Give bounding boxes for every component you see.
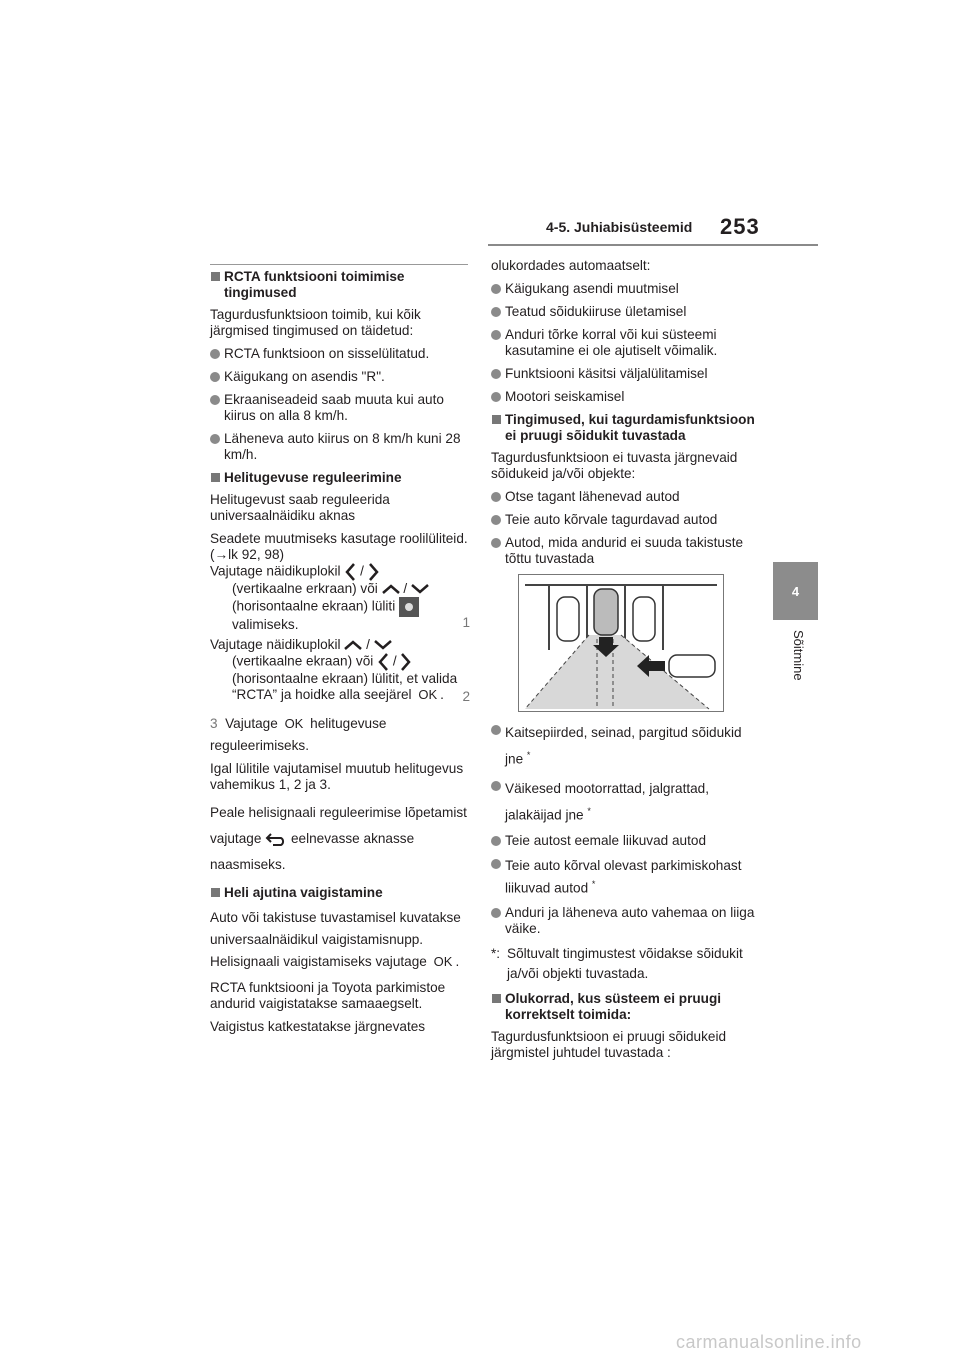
settings-gear-icon [399,597,419,617]
list-item: Teie auto kõrvale tagurdavad autod [491,512,759,528]
list-item: Mootori seiskamisel [491,389,759,405]
list-item-text: Kaitsepiirded, seinad, pargitud sõidukid jne [505,725,742,767]
chevron-down-icon [374,639,392,651]
paragraph: Tagurdusfunktsioon ei pruugi sõidukeid järgmistel juhtudel tuvastada : [491,1028,727,1060]
heading-mute: Heli ajutina vaigistamine [210,885,468,901]
page-number: 253 [720,214,760,239]
heading-rcta-conditions: RCTA funktsiooni toimimise tingimused [210,269,468,301]
paragraph: Tagurdusfunktsioon ei tuvasta järgnevaid sõidukeid ja/või objekte: [491,450,738,481]
step-text: Vajutage [225,716,278,731]
chevron-right-icon [400,653,412,671]
paragraph: Auto või takistuse tuvastamisel kuvatakse universaalnäidikul vaigistamisnupp. Helisignaali vaigistamiseks vajutage OK . [210,907,468,973]
footnote-marker: * [526,750,531,760]
list-item-text: Teie auto kõrval olevast parkimiskohast liikuvad autod [505,858,742,896]
list-item [491,722,759,771]
footnote-marker: * [587,805,591,816]
chevron-up-icon [382,583,400,595]
step-text: (vertikaalne ekraan) või [232,653,374,669]
heading-malfunction: Olukorrad, kus süsteem ei pruugi korrektselt toimida: [491,991,759,1023]
paragraph: RCTA funktsiooni ja Toyota parkimistoe andurid vaigistatakse samaaegselt. [210,980,446,1011]
list-item: Otse tagant lähenevad autod [491,489,759,505]
paragraph: Seadete muutmiseks kasutage roolilüliteid. (→lk 92, 98) [210,531,468,562]
paragraph-text: Auto või takistuse tuvastamisel kuvatakse universaalnäidikul vaigistamisnupp. Helisignaali vaigistamiseks vajutage [210,910,461,969]
list-item-text: Väikesed mootorrattad, jalgrattad, jalakäijad jne [505,780,710,823]
paragraph: Vaigistus katkestatakse järgnevates [210,1019,426,1034]
section-title: 4-5. Juhiabisüsteemid [546,219,693,235]
parking-illustration [518,574,724,712]
list-item: Teatud sõidukiiruse ületamisel [491,304,759,320]
chevron-down-icon [411,583,429,595]
step-text: (vertikaalne erkraan) või [232,581,378,596]
list-item: RCTA funktsioon on sisselülitatud. [210,346,468,362]
list-item: Teie autost eemale liikuvad autod [491,833,759,849]
ok-icon: OK [284,716,304,731]
heading-volume: Helitugevuse reguleerimine [210,470,468,486]
list-item: Autod, mida andurid ei suuda takistuste tõttu tuvastada [491,535,759,567]
paragraph [210,800,468,878]
step-text: valimiseks. [232,617,299,632]
step-text: helitugevuse reguleerimiseks. [210,716,387,753]
right-column [491,258,759,1068]
header-rule [488,244,818,246]
chevron-left-icon [377,653,389,671]
list-item: Anduri ja läheneva auto vahemaa on liiga väike. [491,905,759,937]
list-item: Läheneva auto kiirus on 8 km/h kuni 28 km/h. [210,431,468,463]
list-item [491,856,759,898]
step-2: Vajutage näidikuplokil / (vertikaalne ekraan) või / (horisontaalne ekraan) lülitit, et valida “RCTA” ja hoidke alla seejärel OK . 2 [210,637,470,704]
left-column [210,264,468,1042]
list-item: Käigukang asendi muutmisel [491,281,759,297]
chevron-left-icon [344,563,356,581]
chevron-up-icon [344,639,362,651]
step-1 [210,563,468,633]
ok-icon: OK [418,687,438,702]
step-number: 3 [210,716,218,731]
footnote-marker: *: [491,945,501,961]
step-text: (horisontaalne ekraan) lüliti [232,598,396,614]
step-number: 1 [462,615,470,630]
step-text: Vajutage näidikuplokil [210,563,341,579]
paragraph: Helitugevust saab reguleerida universaalnäidiku aknas [210,492,390,523]
heading-detection-limits: Tingimused, kui tagurdamisfunktsioon ei pruugi sõidukit tuvastada [491,412,759,444]
step-text: Vajutage näidikuplokil [210,637,341,652]
step-text: (horisontaalne ekraan) lülitit, et valida “RCTA” ja hoidke alla seejärel [232,671,458,702]
list-item: Anduri tõrke korral või kui süsteemi kasutamine ei ole ajutiselt võimalik. [491,327,759,359]
footnote-marker: * [591,879,596,890]
watermark: carmanualsonline.info [676,1332,862,1352]
footnote-text: Sõltuvalt tingimustest võidakse sõidukit ja/või objekti tuvastada. [507,945,743,981]
paragraph: Tagurdusfunktsioon toimib, kui kõik järgmised tingimused on täidetud: [210,307,421,338]
paragraph: olukordades automaatselt: [491,258,651,273]
footnote [491,944,759,984]
step-number: 2 [462,689,470,704]
list-item: Funktsiooni käsitsi väljalülitamisel [491,366,759,382]
slash: / [392,653,397,669]
chapter-tab: 4 [773,562,818,620]
parking-diagram-icon [519,575,723,711]
ok-icon: OK [433,954,453,969]
list-item: Käigukang on asendis "R". [210,369,468,385]
slash: / [366,637,370,652]
step-3 [210,713,468,757]
slash: / [403,581,408,596]
list-item: Ekraaniseadeid saab muuta kui auto kiirus on alla 8 km/h. [210,392,468,424]
back-arrow-icon [265,832,287,846]
paragraph-text: eelnevasse aknasse naasmiseks. [210,831,415,872]
list-item [491,778,759,827]
chevron-right-icon [368,563,380,581]
chapter-label: Sõitmine [791,630,806,681]
paragraph-text: Peale helisignaali reguleerimise lõpetamist vajutage [210,805,467,846]
slash: / [360,563,364,579]
paragraph: Igal lülitile vajutamisel muutub helitugevus vahemikus 1, 2 ja 3. [210,761,464,792]
